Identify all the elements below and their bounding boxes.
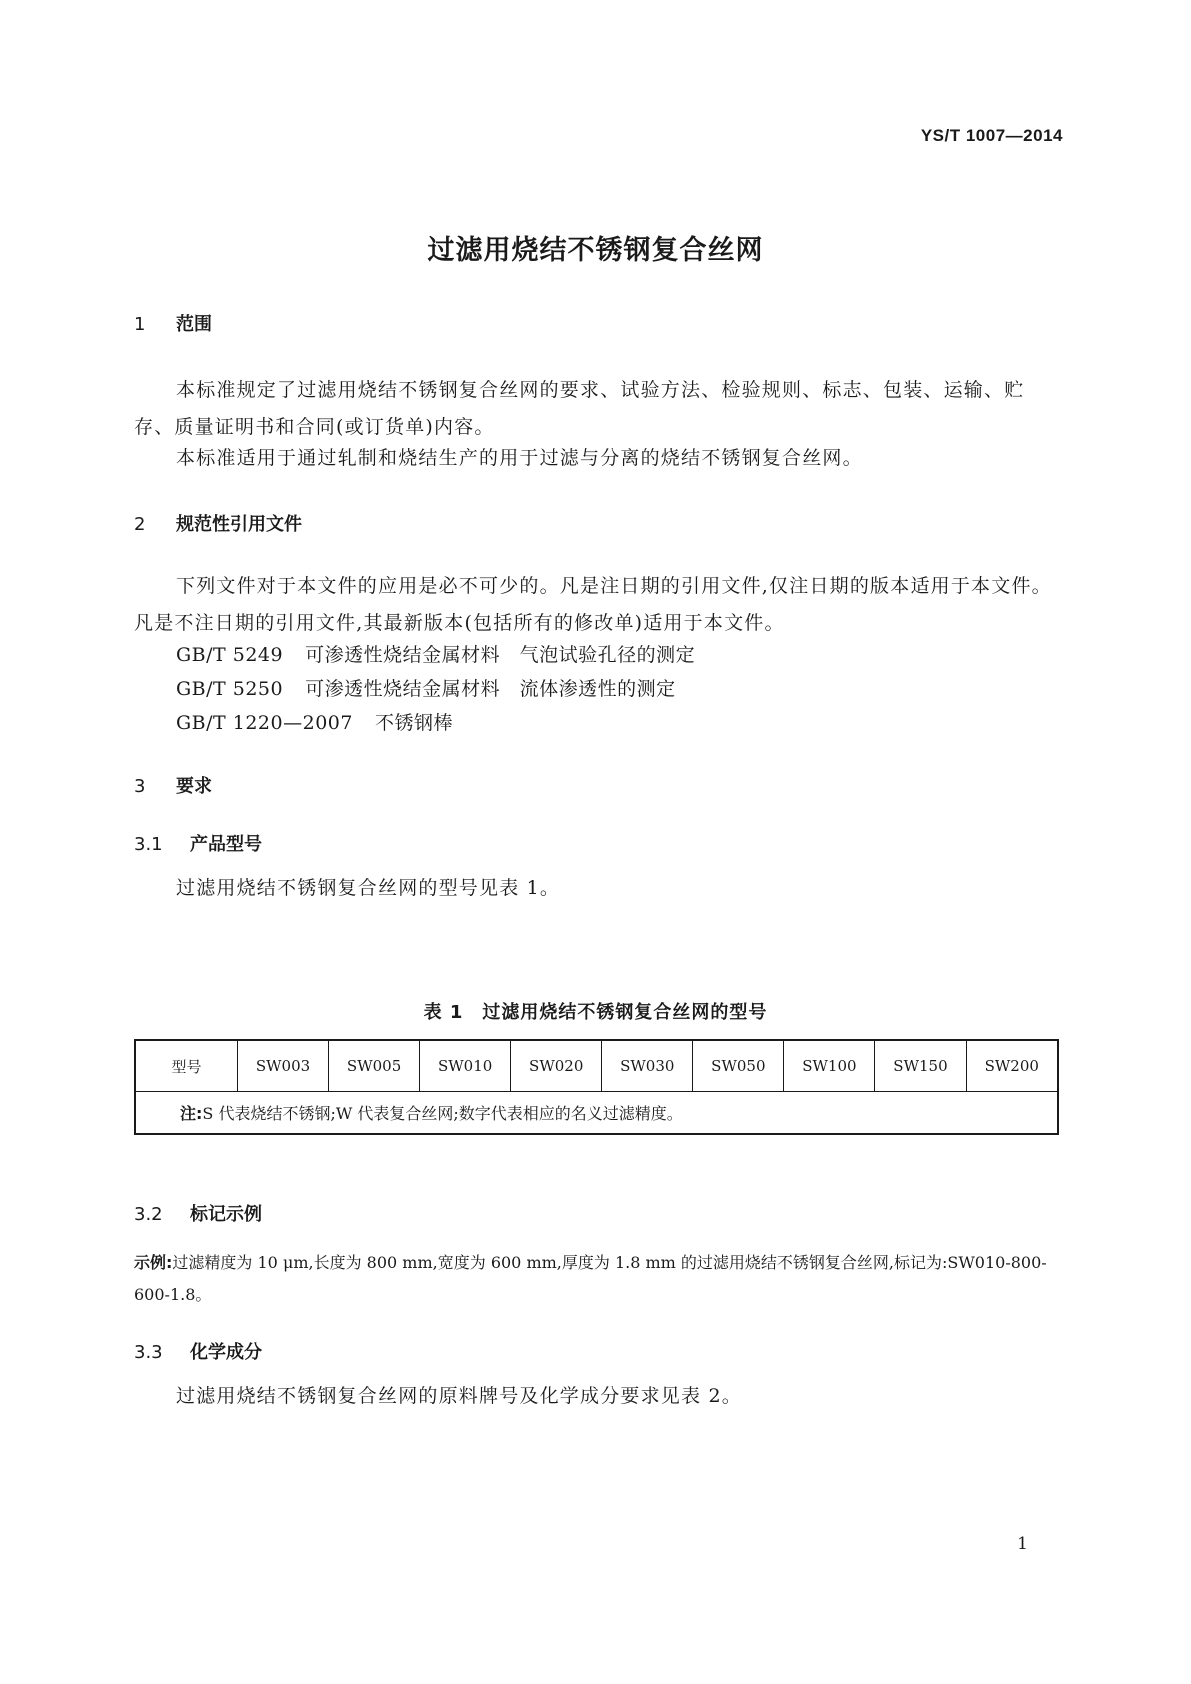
reference-code: GB/T 1220—2007 [176, 712, 353, 734]
note-text: S 代表烧结不锈钢;W 代表复合丝网;数字代表相应的名义过滤精度。 [202, 1104, 683, 1123]
example-label: 示例: [134, 1253, 173, 1272]
paragraph-text: 下列文件对于本文件的应用是必不可少的。凡是注日期的引用文件,仅注日期的版本适用于本文件。凡是不注日期的引用文件,其最新版本(包括所有的修改单)适用于本文件。 [134, 575, 1052, 634]
section-3-1-heading [134, 830, 262, 856]
section-title: 规范性引用文件 [176, 514, 302, 535]
model-cell: SW200 [966, 1040, 1058, 1092]
note-label: 注: [180, 1104, 203, 1123]
section-3-2-heading [134, 1200, 262, 1226]
model-cell: SW150 [875, 1040, 966, 1092]
reference-code: GB/T 5250 [176, 678, 284, 700]
model-cell: SW005 [329, 1040, 420, 1092]
model-cell: SW010 [420, 1040, 511, 1092]
standard-code: YS/T 1007—2014 [920, 126, 1063, 145]
section-number: 3 [134, 776, 146, 797]
paragraph-text: 本标准规定了过滤用烧结不锈钢复合丝网的要求、试验方法、检验规则、标志、包装、运输、贮存、质量证明书和合同(或订货单)内容。 [134, 379, 1025, 438]
reference-code: GB/T 5249 [176, 644, 284, 666]
section-title: 标记示例 [190, 1204, 262, 1225]
paragraph-text: 本标准适用于通过轧制和烧结生产的用于过滤与分离的烧结不锈钢复合丝网。 [176, 447, 863, 469]
reference-name: 不锈钢棒 [374, 712, 453, 734]
section-3-heading [134, 772, 212, 798]
section-title: 范围 [176, 314, 212, 335]
section-3-3-paragraph [134, 1378, 1059, 1415]
section-1-heading [134, 310, 212, 336]
section-number: 2 [134, 514, 146, 535]
model-table [134, 1039, 1059, 1135]
normative-reference [176, 708, 453, 735]
row-header-cell: 型号 [135, 1040, 238, 1092]
table-1-caption: 表 1 过滤用烧结不锈钢复合丝网的型号 [423, 1002, 768, 1023]
section-1-paragraph-1 [134, 372, 1059, 446]
section-3-1-paragraph [134, 870, 1059, 907]
table-note-row [135, 1092, 1058, 1135]
model-cell: SW030 [602, 1040, 693, 1092]
marking-example [134, 1247, 1059, 1311]
section-1-paragraph-2 [134, 440, 1059, 477]
model-cell: SW050 [693, 1040, 784, 1092]
section-number: 3.3 [134, 1342, 163, 1363]
example-text: 过滤精度为 10 μm,长度为 800 mm,宽度为 600 mm,厚度为 1.8 mm 的过滤用烧结不锈钢复合丝网,标记为:SW010-800-600-1.8。 [134, 1253, 1047, 1304]
table-note [135, 1092, 1058, 1135]
section-3-3-heading [134, 1338, 262, 1364]
model-cell: SW020 [511, 1040, 602, 1092]
section-number: 3.2 [134, 1204, 163, 1225]
section-title: 产品型号 [190, 834, 262, 855]
section-title: 化学成分 [190, 1342, 262, 1363]
reference-name: 可渗透性烧结金属材料 气泡试验孔径的测定 [305, 644, 696, 666]
section-title: 要求 [176, 776, 212, 797]
normative-reference [176, 640, 695, 667]
section-number: 1 [134, 314, 146, 335]
section-2-heading [134, 510, 302, 536]
normative-reference [176, 674, 676, 701]
table-row [135, 1040, 1058, 1092]
reference-name: 可渗透性烧结金属材料 流体渗透性的测定 [305, 678, 676, 700]
model-cell: SW003 [238, 1040, 329, 1092]
document-title: 过滤用烧结不锈钢复合丝网 [427, 235, 764, 266]
model-cell: SW100 [784, 1040, 875, 1092]
page-number: 1 [1017, 1534, 1028, 1554]
section-number: 3.1 [134, 834, 163, 855]
paragraph-text: 过滤用烧结不锈钢复合丝网的型号见表 1。 [176, 877, 561, 899]
paragraph-text: 过滤用烧结不锈钢复合丝网的原料牌号及化学成分要求见表 2。 [176, 1385, 742, 1407]
section-2-paragraph-1 [134, 568, 1059, 642]
